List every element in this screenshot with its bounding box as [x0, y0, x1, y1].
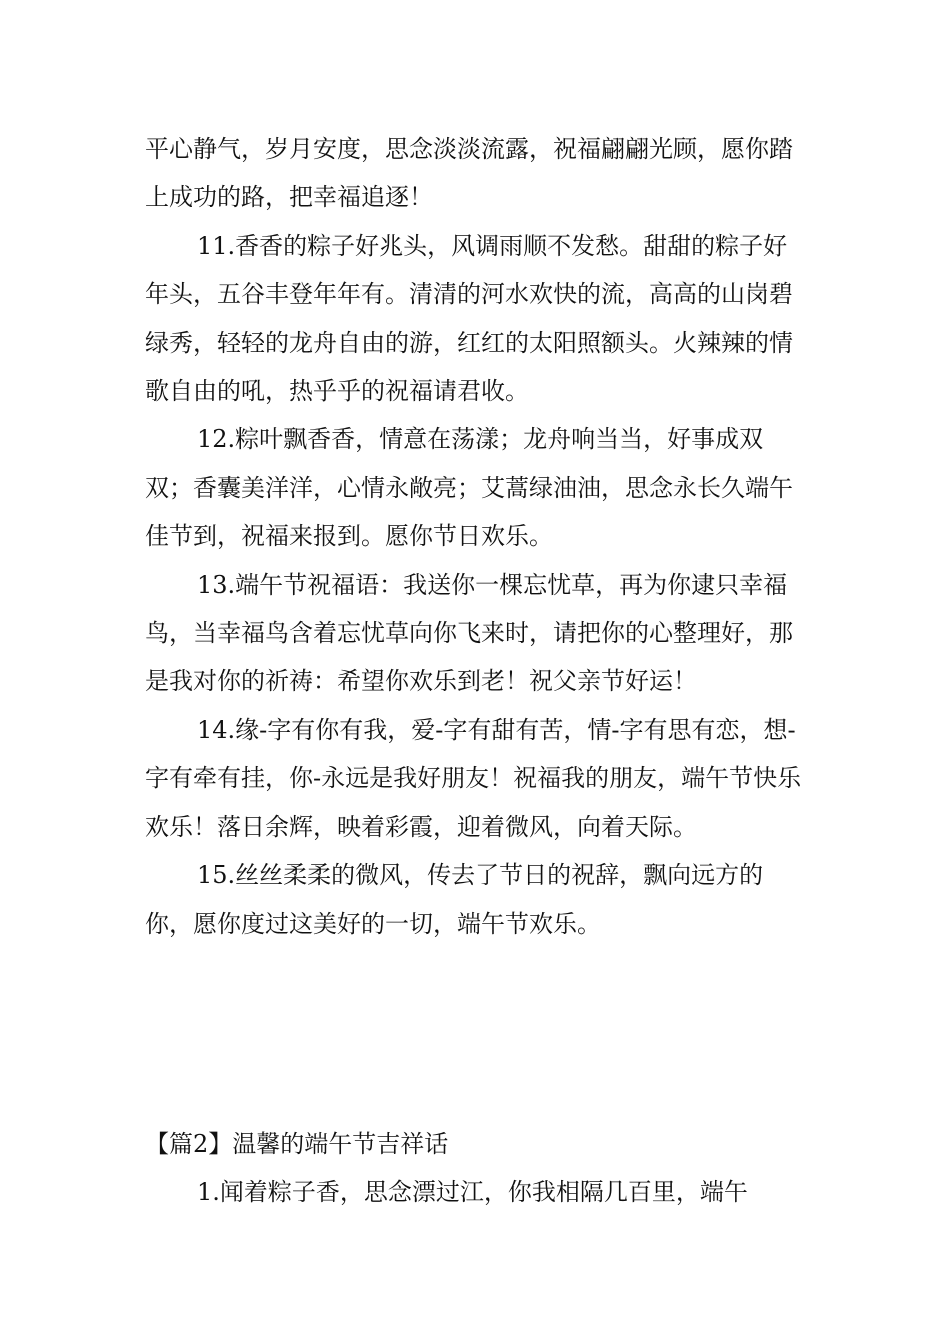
section-2: [145, 1120, 810, 1217]
paragraph-item-13: 13.端午节祝福语：我送你一棵忘忧草，再为你逮只幸福鸟，当幸福鸟含着忘忧草向你飞来时，请把你的心整理好，那是我对你的祈祷：希望你欢乐到老！祝父亲节好运！: [145, 570, 793, 696]
paragraph-item-14: 14.缘-字有你有我，爱-字有甜有苦，情-字有思有恋，想-字有牵有挂，你-永远是我好朋友！祝福我的朋友，端午节快乐欢乐！落日余辉，映着彩霞，迎着微风，向着天际。: [145, 715, 802, 841]
paragraph-item-11: 11.香香的粽子好兆头，风调雨顺不发愁。甜甜的粽子好年头，五谷丰登年年有。清清的河水欢快的流，高高的山岗碧绿秀，轻轻的龙舟自由的游，红红的太阳照额头。火辣辣的情歌自由的吼，热乎乎的祝福请君收。: [145, 231, 793, 406]
document-body: [145, 125, 810, 948]
paragraph-item-15: 15.丝丝柔柔的微风，传去了节日的祝辞，飘向远方的你，愿你度过这美好的一切，端午节欢乐。: [145, 861, 764, 938]
paragraph-item-12: 12.粽叶飘香香，情意在荡漾；龙舟响当当，好事成双双；香囊美洋洋，心情永敞亮；艾蒿绿油油，思念永长久端午佳节到，祝福来报到。愿你节日欢乐。: [145, 425, 793, 551]
paragraph-section2-item-1: 1.闻着粽子香，思念漂过江，你我相隔几百里，端午: [197, 1178, 748, 1207]
section-heading: 【篇2】温馨的端午节吉祥话: [145, 1130, 449, 1158]
paragraph-intro: 平心静气，岁月安度，思念淡淡流露，祝福翩翩光顾，愿你踏上成功的路，把幸福追逐！: [145, 135, 793, 212]
